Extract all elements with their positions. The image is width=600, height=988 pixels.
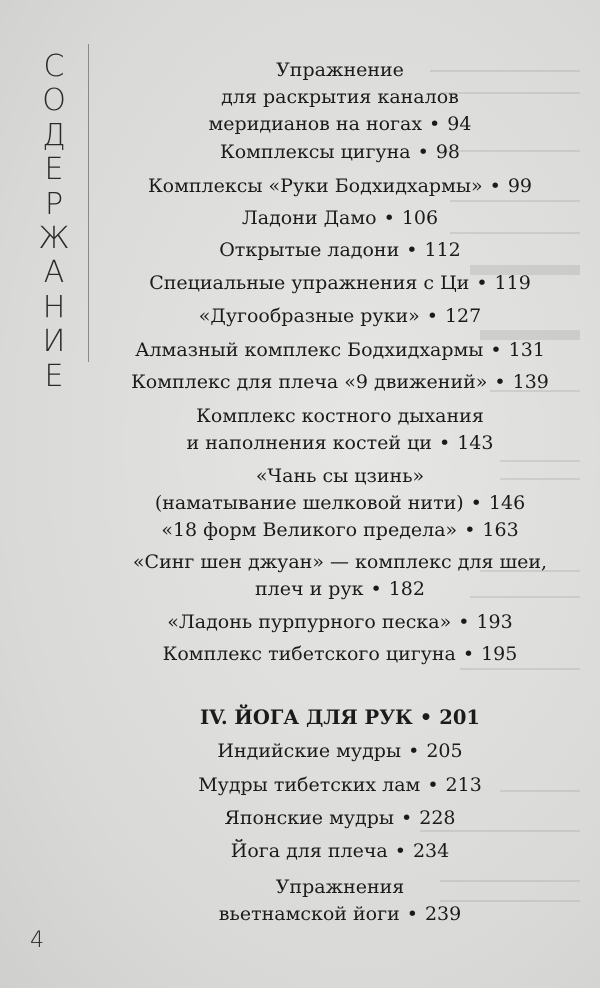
toc-entry-title: Японские мудры: [224, 807, 395, 829]
vertical-title-letter: Н: [42, 289, 66, 325]
toc-entry-title: «Дугообразные руки»: [198, 305, 420, 327]
toc-entry-title: вьетнамской йоги: [218, 903, 400, 925]
toc-page-number: 193: [476, 611, 513, 633]
toc-page-number: 182: [388, 578, 425, 600]
toc-page-number: 98: [435, 141, 460, 163]
bullet-separator: •: [408, 740, 420, 762]
vertical-title-letter: Р: [44, 186, 64, 222]
toc-entry-final-line: [100, 702, 580, 734]
vertical-title-letter: Ж: [38, 221, 70, 257]
toc-entry-title: меридианов на ногах: [208, 113, 423, 135]
bullet-separator: •: [417, 141, 429, 163]
toc-entry-final-line: [100, 638, 580, 670]
toc-entry-final-line: [100, 573, 580, 605]
toc-page-number: 234: [412, 840, 450, 862]
bullet-separator: •: [429, 113, 441, 135]
toc-entry-title: «18 форм Великого предела»: [161, 519, 458, 541]
bullet-separator: •: [464, 519, 476, 541]
toc-entry-final-line: [100, 136, 580, 168]
toc-page-number: 94: [447, 113, 472, 135]
vertical-title: [34, 50, 74, 394]
bullet-separator: •: [419, 706, 433, 729]
title-divider: [88, 44, 89, 362]
toc-page-number: 139: [512, 371, 549, 393]
toc-entry-final-line: [100, 514, 580, 546]
vertical-title-letter: А: [43, 255, 65, 291]
toc-entry-title: Комплекс тибетского цигуна: [162, 643, 456, 665]
toc-entry-final-line: [100, 267, 580, 299]
toc-entry-final-line: [100, 769, 580, 801]
toc-entry-title-line: «Синг шен джуан» — комплекс для шеи,: [132, 551, 548, 573]
toc-page-number: 228: [419, 807, 456, 829]
toc-entry-title-line: Упражнения: [275, 876, 405, 898]
toc-entry-title: плеч и рук: [255, 578, 364, 600]
toc-entry-final-line: [100, 835, 580, 867]
bullet-separator: •: [458, 611, 470, 633]
bullet-separator: •: [394, 840, 406, 862]
bullet-separator: •: [494, 371, 506, 393]
toc-entry-title: Комплекс для плеча «9 движений»: [131, 371, 488, 393]
vertical-title-letter: Е: [44, 152, 64, 188]
toc-entry-title: (наматывание шелковой нити): [154, 492, 464, 514]
bullet-separator: •: [476, 272, 488, 294]
toc-entry-final-line: [100, 898, 580, 930]
toc-entry-title: Ладони Дамо: [241, 207, 377, 229]
vertical-title-letter: И: [42, 324, 66, 360]
toc-entry-title: Специальные упражнения с Ци: [149, 272, 470, 294]
vertical-title-letter: Е: [44, 358, 64, 394]
toc-entry-final-line: [100, 234, 580, 266]
toc-page-number: 106: [401, 207, 439, 229]
bullet-separator: •: [489, 175, 501, 197]
toc-entry-final-line: [100, 802, 580, 834]
bullet-separator: •: [438, 432, 451, 454]
toc-entry-title: «Ладонь пурпурного песка»: [167, 611, 452, 633]
page-number: 4: [30, 928, 44, 953]
bullet-separator: •: [370, 578, 382, 600]
toc-entry-title: Комплексы «Руки Бодхидхармы»: [147, 175, 483, 197]
toc-page-number: 131: [508, 339, 545, 361]
bullet-separator: •: [406, 903, 418, 925]
toc-entry-title: Мудры тибетских лам: [198, 774, 421, 796]
toc-page-number: 99: [507, 175, 533, 197]
toc-page-number: 195: [481, 643, 518, 665]
bullet-separator: •: [490, 339, 502, 361]
toc-entry-title-line: Комплекс костного дыхания: [196, 405, 484, 427]
toc-entry-title: Комплексы цигуна: [220, 141, 411, 163]
toc-entry-title: Открытые ладони: [219, 239, 400, 261]
toc-page-number: 163: [482, 519, 519, 541]
vertical-title-letter: О: [42, 83, 66, 119]
bullet-separator: •: [426, 305, 438, 327]
toc-entry-title: Алмазный комплекс Бодхидхармы: [135, 339, 484, 361]
toc-entry-final-line: [100, 606, 580, 638]
toc-page-number: 146: [488, 492, 526, 514]
toc-entry-title-line: Упражнение: [276, 59, 404, 81]
toc-page-number: 205: [426, 740, 463, 762]
bullet-separator: •: [401, 807, 413, 829]
bullet-separator: •: [383, 207, 395, 229]
toc-page-number: 201: [439, 706, 480, 729]
toc-page-number: 119: [494, 272, 531, 294]
toc-entry-title: Индийские мудры: [217, 740, 402, 762]
toc-entry-final-line: [100, 427, 580, 459]
bullet-separator: •: [406, 239, 418, 261]
vertical-title-letter: С: [43, 49, 65, 84]
toc-entry-title: Йога для плеча: [230, 840, 388, 862]
toc-entry-title: IV. ЙОГА ДЛЯ РУК: [200, 706, 413, 729]
toc-entry-final-line: [100, 202, 580, 234]
toc-page-number: 112: [424, 239, 461, 261]
toc-entry-final-line: [100, 366, 580, 398]
toc-entry-title: и наполнения костей ци: [186, 432, 432, 454]
toc-entry-title-line: для раскрытия каналов: [221, 86, 459, 108]
vertical-title-letter: Д: [42, 117, 66, 153]
toc-page-number: 213: [445, 774, 482, 796]
toc-entry-final-line: [100, 735, 580, 767]
bullet-separator: •: [427, 774, 439, 796]
toc-page-number: 239: [424, 903, 462, 925]
toc-page-number: 127: [444, 305, 482, 327]
toc-entry-final-line: [100, 334, 580, 366]
toc-page-number: 143: [457, 432, 494, 454]
toc-entry-final-line: [100, 170, 580, 202]
toc-entry-final-line: [100, 300, 580, 332]
bullet-separator: •: [470, 492, 482, 514]
bullet-separator: •: [462, 643, 475, 665]
toc-entry-title-line: «Чань сы цзинь»: [255, 465, 425, 487]
